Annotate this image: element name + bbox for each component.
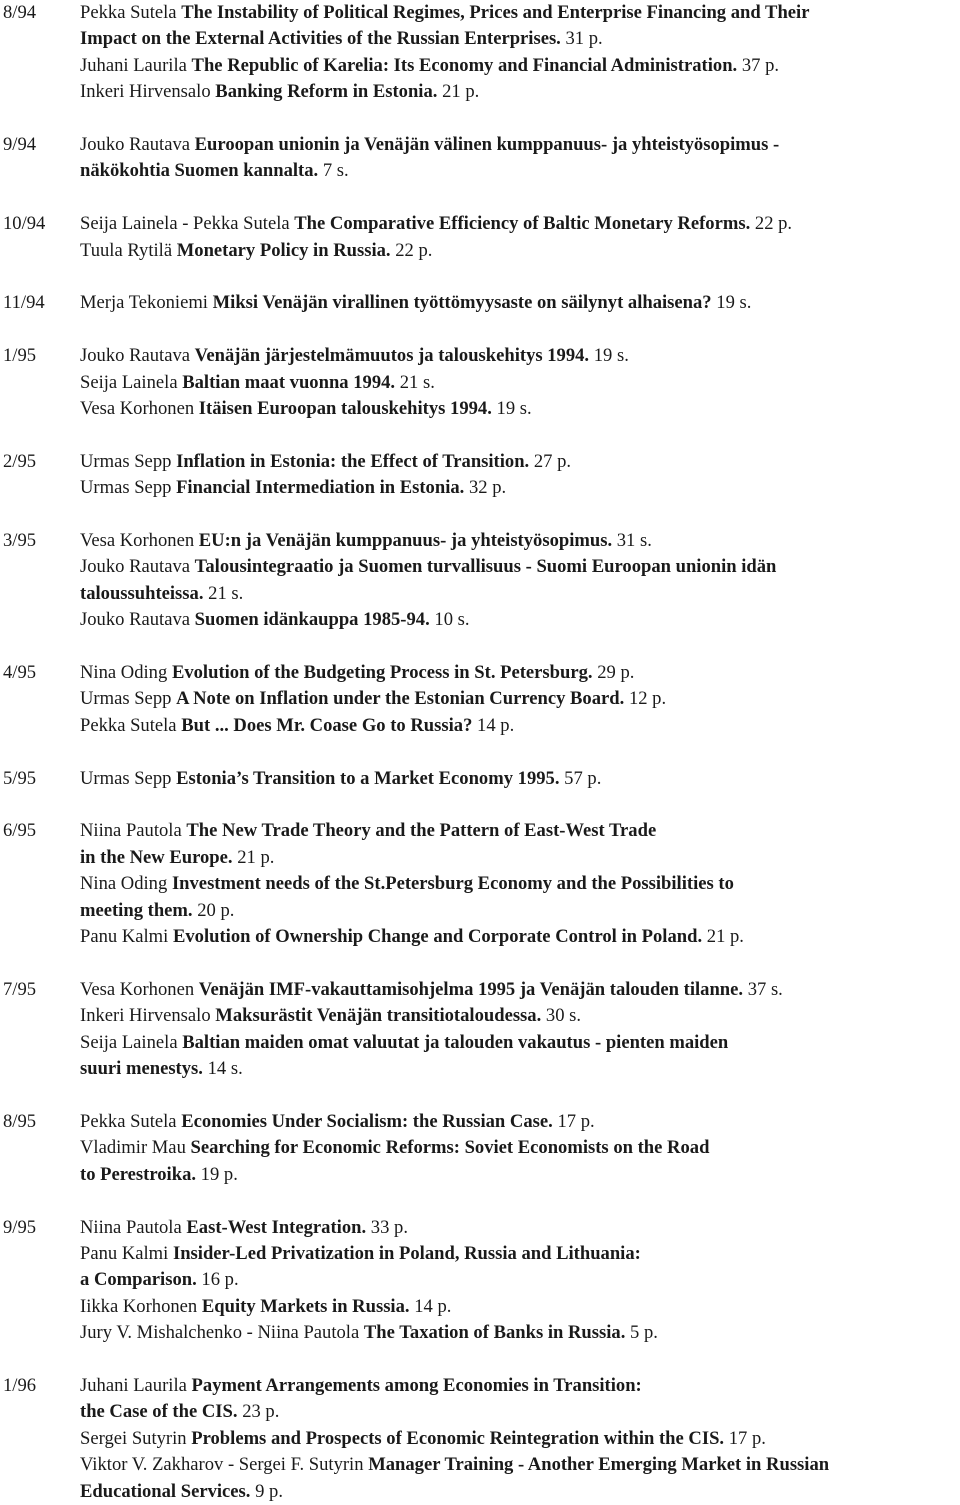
publication-title: Maksurästit Venäjän transitiotaloudessa. [215, 1005, 542, 1027]
publication-entry [80, 211, 958, 237]
series-entries [80, 449, 960, 502]
author-name: Pekka Sutela [80, 2, 177, 23]
series-entries [80, 343, 960, 422]
page-count: 14 s. [207, 1058, 243, 1080]
author-name: Juhani Laurila [80, 1374, 187, 1396]
publication-entry [80, 1215, 958, 1241]
publication-title: näkökohtia Suomen kannalta. [80, 160, 319, 182]
series-entries [80, 528, 960, 634]
publication-title: East-West Integration. [186, 1216, 367, 1238]
author-name: Niina Pautola [80, 820, 182, 842]
publication-entry [80, 686, 958, 712]
publication-title: Evolution of the Budgeting Process in St. Petersburg. [171, 662, 593, 684]
series-number: 2/95 [3, 450, 37, 472]
author-name: Inkeri Hirvensalo [80, 81, 211, 103]
page-count: 21 p. [442, 81, 480, 103]
publication-title: taloussuhteissa. [80, 582, 204, 604]
publication-title: Inflation in Estonia: the Effect of Transition. [176, 450, 530, 472]
publication-entry [80, 924, 958, 950]
author-name: Panu Kalmi [80, 926, 169, 948]
page-count: 14 p. [414, 1295, 452, 1317]
publication-title: Manager Training - Another Emerging Market in Russian [368, 1454, 830, 1476]
publication-entry [80, 1003, 958, 1029]
page-count: 17 p. [728, 1427, 766, 1449]
author-name: Urmas Sepp [80, 450, 172, 472]
series-entries [80, 818, 960, 950]
publication-title: Payment Arrangements among Economies in Transition: [191, 1374, 642, 1396]
series-group [0, 660, 960, 739]
author-name: Jouko Rautava [80, 609, 190, 631]
page-count: 19 s. [496, 398, 532, 420]
author-name: Viktor V. Zakharov - Sergei F. Sutyrin [80, 1454, 364, 1476]
publication-title: Baltian maiden omat valuutat ja talouden vakautus - pienten maiden [182, 1031, 729, 1053]
publication-title: Educational Services. [80, 1480, 251, 1502]
publication-entry [80, 528, 958, 554]
publication-entry [80, 449, 958, 475]
page-count: 5 p. [630, 1322, 658, 1344]
author-name: Sergei Sutyrin [80, 1427, 187, 1449]
page-count: 21 s. [399, 371, 435, 393]
page-count: 33 p. [370, 1216, 408, 1238]
publication-title: A Note on Inflation under the Estonian Currency Board. [176, 688, 625, 710]
page-count: 22 p. [395, 239, 433, 261]
author-name: Seija Lainela [80, 1031, 178, 1053]
author-name: Merja Tekoniemi [80, 292, 208, 314]
page-count: 57 p. [564, 767, 602, 789]
series-number: 10/94 [3, 213, 46, 235]
publication-entry [80, 370, 958, 396]
series-group [0, 977, 960, 1083]
author-name: Iikka Korhonen [80, 1295, 198, 1317]
publication-title: EU:n ja Venäjän kumppanuus- ja yhteistyösopimus. [198, 530, 613, 552]
author-name: Jouko Rautava [80, 134, 190, 156]
publication-title: Miksi Venäjän virallinen työttömyysaste on säilynyt alhaisena? [212, 292, 712, 314]
page-count: 32 p. [468, 477, 507, 499]
author-name: Pekka Sutela [80, 1110, 177, 1132]
publication-entry [80, 1294, 958, 1320]
author-name: Jury V. Mishalchenko - Niina Pautola [80, 1322, 360, 1344]
publication-entry [80, 1373, 958, 1426]
publication-title: a Comparison. [80, 1269, 197, 1291]
author-name: Vesa Korhonen [80, 978, 195, 1000]
publication-entry [80, 132, 958, 185]
publication-title: Problems and Prospects of Economic Reintegration within the CIS. [191, 1427, 725, 1449]
publication-title: to Perestroika. [80, 1163, 197, 1185]
publication-title: Evolution of Ownership Change and Corporate Control in Poland. [172, 926, 703, 948]
series-number: 6/95 [3, 820, 37, 842]
publication-entry [80, 1135, 958, 1188]
series-group [0, 0, 960, 106]
series-number: 7/95 [3, 978, 37, 1000]
page-count: 21 s. [208, 582, 244, 604]
publication-title: Suomen idänkauppa 1985-94. [194, 609, 430, 631]
page-count: 12 p. [628, 688, 667, 710]
publication-title: in the New Europe. [80, 846, 233, 868]
author-name: Seija Lainela [80, 371, 178, 393]
publication-title: Baltian maat vuonna 1994. [182, 371, 396, 393]
page-count: 10 s. [434, 609, 470, 631]
publication-title: Itäisen Euroopan talouskehitys 1994. [198, 398, 492, 420]
publication-title: But ... Does Mr. Coase Go to Russia? [181, 714, 473, 736]
page-count: 19 s. [716, 292, 752, 314]
publication-title: the Case of the CIS. [80, 1401, 238, 1423]
author-name: Vesa Korhonen [80, 398, 195, 420]
author-name: Urmas Sepp [80, 688, 172, 710]
series-entries [80, 766, 960, 792]
page-count: 30 s. [545, 1005, 582, 1027]
publication-title: Euroopan unionin ja Venäjän välinen kumppanuus- ja yhteistyösopimus - [194, 134, 780, 156]
series-entries [80, 211, 960, 264]
author-name: Nina Oding [80, 873, 168, 895]
series-number: 9/95 [3, 1216, 37, 1238]
page-count: 14 p. [477, 714, 515, 736]
publication-title: Equity Markets in Russia. [201, 1295, 410, 1317]
page-count: 22 p. [754, 213, 793, 235]
publication-entry [80, 660, 958, 686]
series-number: 8/94 [3, 2, 37, 23]
publication-entry [80, 1426, 958, 1452]
series-group [0, 449, 960, 502]
publication-entry [80, 1452, 958, 1505]
author-name: Vladimir Mau [80, 1137, 186, 1159]
series-number: 4/95 [3, 662, 37, 684]
publication-entry [80, 607, 958, 633]
publication-title: Financial Intermediation in Estonia. [176, 477, 465, 499]
publication-title: Insider-Led Privatization in Poland, Russia and Lithuania: [172, 1242, 641, 1264]
page-count: 23 p. [242, 1401, 280, 1423]
series-entries [80, 1109, 960, 1188]
publication-entry [80, 343, 958, 369]
publication-title: meeting them. [80, 899, 193, 921]
publication-title: Economies Under Socialism: the Russian Case. [181, 1110, 553, 1132]
page-count: 21 p. [706, 926, 744, 948]
publication-entry [80, 713, 958, 739]
series-number: 11/94 [3, 292, 45, 314]
series-entries [80, 132, 960, 185]
publication-entry [80, 818, 958, 871]
page-count: 27 p. [533, 450, 572, 472]
publication-title: Searching for Economic Reforms: Soviet Economists on the Road [190, 1137, 710, 1159]
page-count: 21 p. [237, 846, 275, 868]
publication-title: The New Trade Theory and the Pattern of East-West Trade [186, 820, 657, 842]
publication-entry [80, 1030, 958, 1083]
publication-title: The Comparative Efficiency of Baltic Monetary Reforms. [294, 213, 751, 235]
page-count: 31 s. [616, 530, 652, 552]
series-entries [80, 290, 960, 316]
series-group [0, 1373, 960, 1505]
publication-entry [80, 871, 958, 924]
series-group [0, 290, 960, 316]
publication-title: Impact on the External Activities of the Russian Enterprises. [80, 28, 561, 50]
author-name: Inkeri Hirvensalo [80, 1005, 211, 1027]
author-name: Vesa Korhonen [80, 530, 195, 552]
page-count: 7 s. [322, 160, 349, 182]
publication-entry [80, 1320, 958, 1346]
series-number: 9/94 [3, 134, 37, 156]
series-entries [80, 1373, 960, 1505]
page-count: 29 p. [597, 662, 635, 684]
publication-entry [80, 977, 958, 1003]
author-name: Urmas Sepp [80, 477, 172, 499]
publication-title: Estonia’s Transition to a Market Economy 1995. [176, 767, 560, 789]
series-group [0, 528, 960, 634]
publication-entry [80, 1109, 958, 1135]
author-name: Niina Pautola [80, 1216, 182, 1238]
series-number: 3/95 [3, 530, 37, 552]
series-number: 1/95 [3, 345, 37, 367]
publication-title: Investment needs of the St.Petersburg Economy and the Possibilities to [171, 873, 734, 895]
publication-title: Monetary Policy in Russia. [176, 239, 391, 261]
page-count: 19 p. [200, 1163, 238, 1185]
page-count: 19 s. [593, 345, 629, 367]
series-number: 1/96 [3, 1374, 37, 1396]
publication-entry [80, 290, 958, 316]
series-group [0, 766, 960, 792]
author-name: Panu Kalmi [80, 1242, 169, 1264]
author-name: Seija Lainela - Pekka Sutela [80, 213, 290, 235]
series-entries [80, 0, 960, 106]
page-count: 31 p. [565, 28, 603, 50]
publication-title: The Instability of Political Regimes, Prices and Enterprise Financing and Their [181, 2, 810, 23]
publication-entry [80, 475, 958, 501]
page-count: 37 p. [741, 54, 780, 76]
author-name: Nina Oding [80, 662, 168, 684]
page-count: 20 p. [197, 899, 235, 921]
series-group [0, 1109, 960, 1188]
series-number: 8/95 [3, 1110, 37, 1132]
publication-entry [80, 53, 958, 79]
series-entries [80, 1215, 960, 1347]
author-name: Urmas Sepp [80, 767, 172, 789]
publication-title: The Taxation of Banks in Russia. [363, 1322, 626, 1344]
author-name: Jouko Rautava [80, 556, 190, 578]
author-name: Tuula Rytilä [80, 239, 173, 261]
series-entries [80, 660, 960, 739]
page-count: 9 p. [255, 1480, 283, 1502]
publication-entry [80, 238, 958, 264]
publication-title: Banking Reform in Estonia. [215, 81, 438, 103]
publication-title: suuri menestys. [80, 1058, 203, 1080]
publication-title: The Republic of Karelia: Its Economy and Financial Administration. [191, 54, 738, 76]
publication-title: Venäjän IMF-vakauttamisohjelma 1995 ja Venäjän talouden tilanne. [198, 978, 744, 1000]
series-group [0, 1215, 960, 1347]
author-name: Jouko Rautava [80, 345, 190, 367]
publication-entry [80, 79, 958, 105]
publication-entry [80, 396, 958, 422]
page-count: 16 p. [201, 1269, 239, 1291]
series-entries [80, 977, 960, 1083]
publication-title: Talousintegraatio ja Suomen turvallisuus - Suomi Euroopan unionin idän [194, 556, 777, 578]
series-group [0, 343, 960, 422]
publication-entry [80, 1241, 958, 1294]
series-group [0, 211, 960, 264]
page-count: 37 s. [747, 978, 783, 1000]
publication-entry [80, 0, 958, 53]
series-group [0, 818, 960, 950]
author-name: Juhani Laurila [80, 54, 187, 76]
series-group [0, 132, 960, 185]
author-name: Pekka Sutela [80, 714, 177, 736]
publication-entry [80, 554, 958, 607]
publication-title: Venäjän järjestelmämuutos ja talouskehitys 1994. [194, 345, 590, 367]
series-number: 5/95 [3, 767, 37, 789]
publication-entry [80, 766, 958, 792]
page-count: 17 p. [557, 1110, 595, 1132]
